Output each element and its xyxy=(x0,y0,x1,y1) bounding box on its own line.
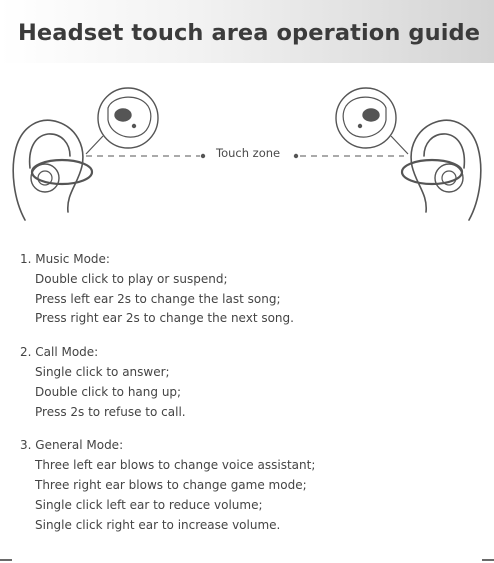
mode-instruction: Three left ear blows to change voice assistant; xyxy=(35,458,316,473)
mode-instruction: Double click to play or suspend; xyxy=(35,271,228,286)
mode-heading: 2. Call Mode: xyxy=(20,345,99,360)
general-mode-section xyxy=(20,436,490,535)
right-leader-dot xyxy=(294,154,298,158)
mode-instruction: Single click left ear to reduce volume; xyxy=(35,497,263,512)
left-ear-illustration xyxy=(13,120,92,220)
music-mode-section xyxy=(20,250,490,329)
mode-instruction: Single click to answer; xyxy=(35,364,170,379)
right-ear-illustration xyxy=(402,120,481,220)
mode-heading: 1. Music Mode: xyxy=(20,252,110,266)
mode-instruction: Press right ear 2s to change the next song. xyxy=(35,311,294,326)
mode-instruction: Double click to hang up; xyxy=(35,384,182,399)
mode-instruction: Single click right ear to increase volume. xyxy=(35,517,281,532)
left-leader-dot xyxy=(201,154,205,158)
mode-list xyxy=(20,250,490,549)
page-title: Headset touch area operation guide xyxy=(18,20,481,46)
mode-heading: 3. General Mode: xyxy=(20,438,124,453)
header-banner xyxy=(0,0,494,63)
mode-instruction: Press left ear 2s to change the last song; xyxy=(35,291,281,306)
left-earbud-zoom xyxy=(86,88,158,154)
touch-zone-label: Touch zone xyxy=(216,146,281,160)
right-earbud-zoom xyxy=(336,88,408,154)
call-mode-section xyxy=(20,343,490,422)
crop-mark-right xyxy=(482,559,494,561)
mode-instruction: Three right ear blows to change game mode; xyxy=(35,477,307,492)
mode-instruction: Press 2s to refuse to call. xyxy=(35,404,186,419)
crop-mark-left xyxy=(0,559,12,561)
